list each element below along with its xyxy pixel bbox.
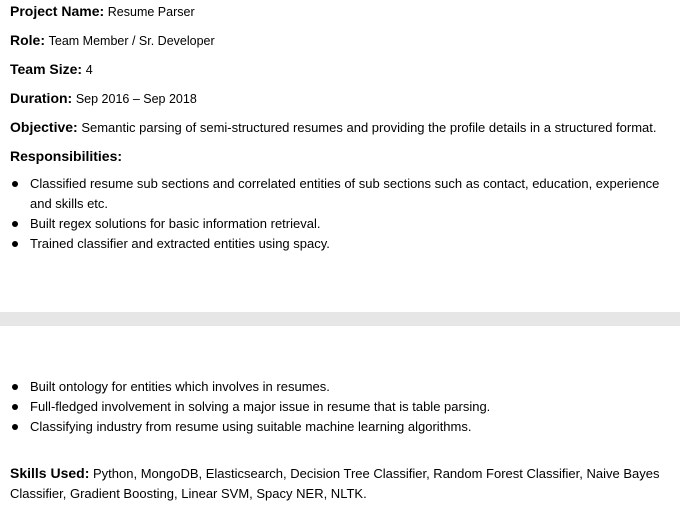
project-name-label: Project Name: bbox=[10, 3, 105, 19]
role-label: Role: bbox=[10, 32, 45, 48]
bullet-icon bbox=[12, 241, 18, 247]
duration-line bbox=[10, 88, 668, 109]
list-item: Classifying industry from resume using suitable machine learning algorithms. bbox=[10, 417, 668, 437]
responsibilities-label: Responsibilities: bbox=[10, 148, 123, 164]
list-item: Full-fledged involvement in solving a major issue in resume that is table parsing. bbox=[10, 397, 668, 417]
list-item: Built ontology for entities which involves in resumes. bbox=[10, 377, 668, 397]
bullet-icon bbox=[12, 221, 18, 227]
list-item: Trained classifier and extracted entities using spacy. bbox=[10, 234, 668, 254]
list-item: Built regex solutions for basic information retrieval. bbox=[10, 214, 668, 234]
skills-label: Skills Used: bbox=[10, 465, 90, 481]
team-size-value: 4 bbox=[85, 63, 93, 77]
responsibilities-heading bbox=[10, 146, 668, 167]
project-name-line bbox=[10, 1, 668, 22]
role-line bbox=[10, 30, 668, 51]
skills-line bbox=[10, 463, 668, 504]
continued-section bbox=[10, 377, 668, 437]
project-name-value: Resume Parser bbox=[107, 5, 195, 19]
duration-value: Sep 2016 – Sep 2018 bbox=[75, 92, 197, 106]
duration-label: Duration: bbox=[10, 90, 73, 106]
list-item: Classified resume sub sections and correlated entities of sub sections such as contact, education, experience and skills etc. bbox=[10, 174, 668, 214]
project-details bbox=[10, 1, 668, 254]
objective-label: Objective: bbox=[10, 119, 78, 135]
team-size-label: Team Size: bbox=[10, 61, 83, 77]
skills-section bbox=[10, 463, 668, 504]
bullet-icon bbox=[12, 424, 18, 430]
bullet-icon bbox=[12, 384, 18, 390]
bullet-icon bbox=[12, 181, 18, 187]
role-value: Team Member / Sr. Developer bbox=[48, 34, 215, 48]
page-break-divider bbox=[0, 312, 680, 326]
responsibilities-list bbox=[10, 174, 668, 254]
skills-value: Python, MongoDB, Elasticsearch, Decision Tree Classifier, Random Forest Classifier, Naive Bayes Classifier, Gradient Boosting, Linear SVM, Spacy NER, NLTK. bbox=[10, 466, 660, 501]
objective-line bbox=[10, 117, 668, 138]
team-size-line bbox=[10, 59, 668, 80]
bullet-icon bbox=[12, 404, 18, 410]
continued-list bbox=[10, 377, 668, 437]
objective-value: Semantic parsing of semi-structured resumes and providing the profile details in a structured format. bbox=[81, 120, 657, 135]
